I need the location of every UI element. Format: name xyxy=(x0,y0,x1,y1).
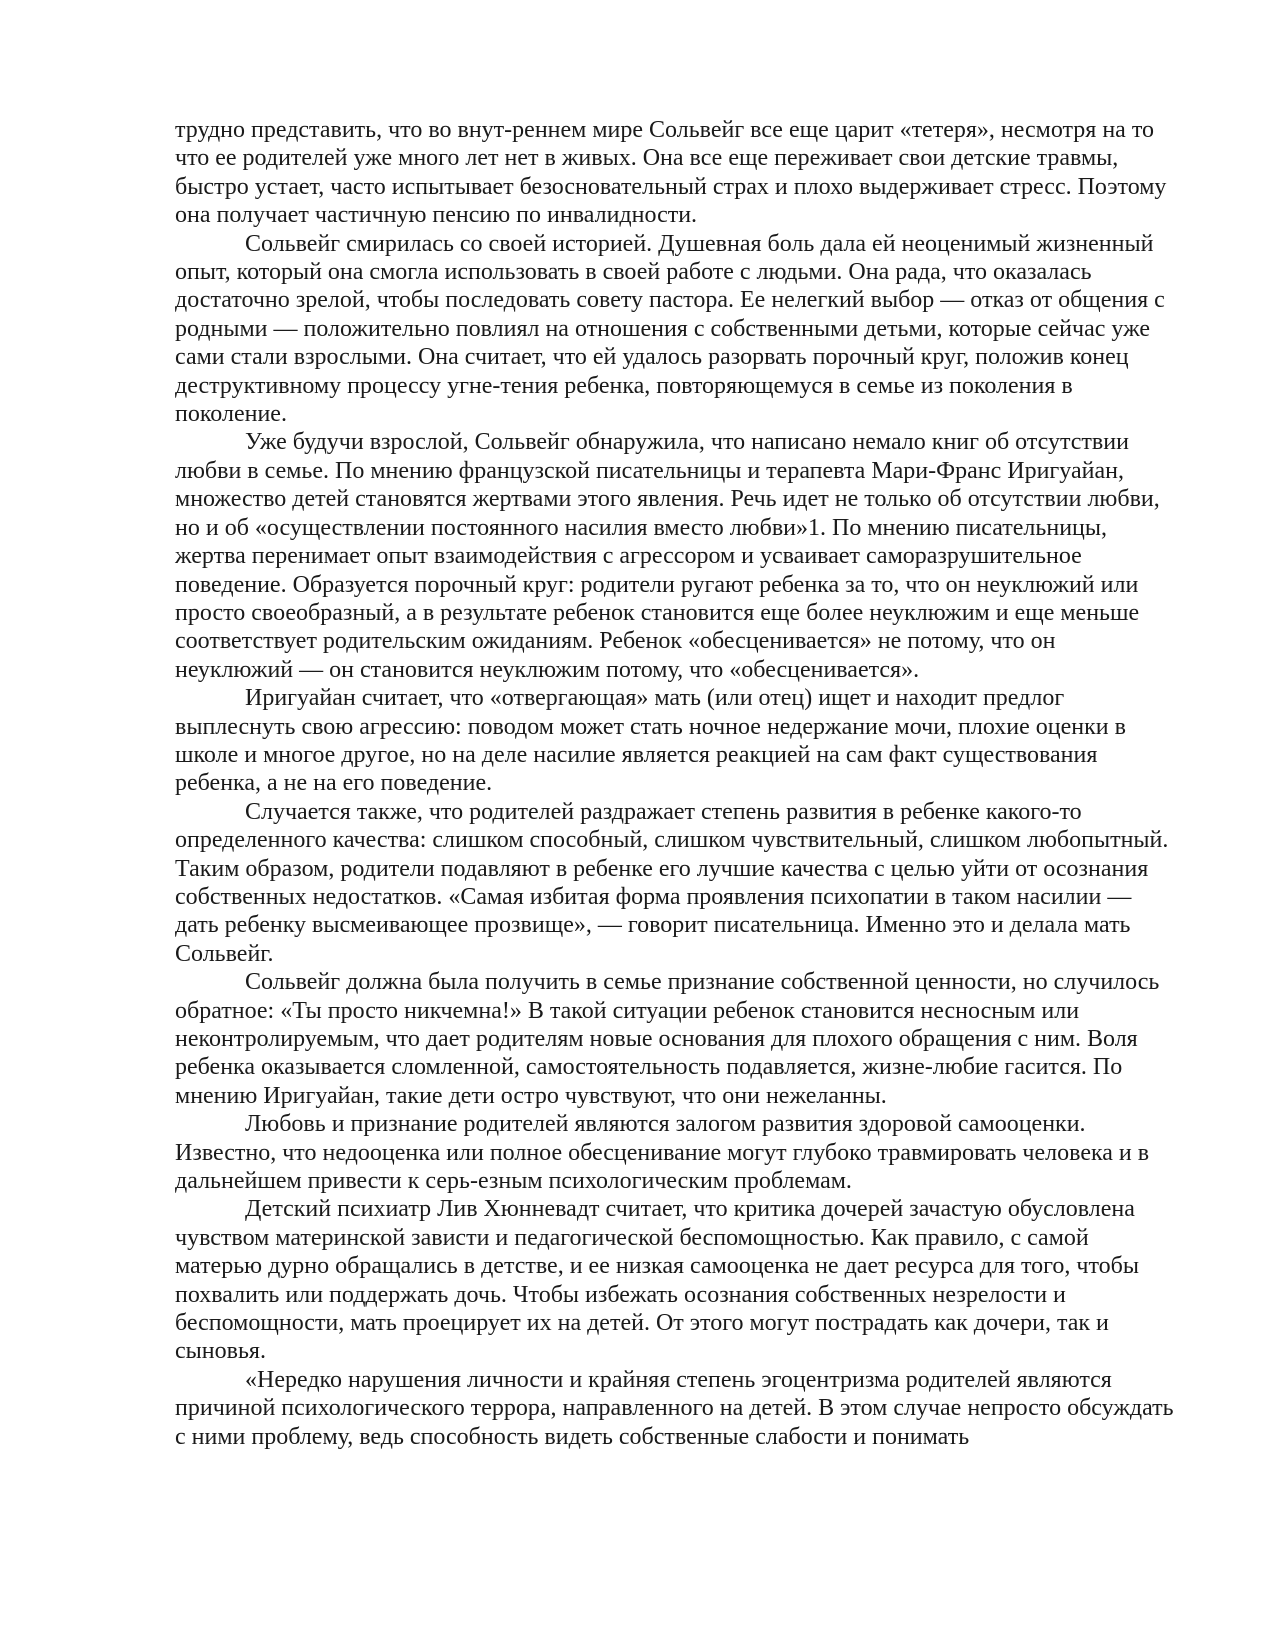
paragraph: Случается также, что родителей раздражает степень развития в ребенке какого-то определенного качества: слишком способный, слишком чувствительный, слишком любопытный. Таким образом, родители подавляют в ребенке его лучшие качества с целью уйти от осознания собственных недостатков. «Самая избитая форма проявления психопатии в таком насилии — дать ребенку высмеивающее прозвище», — говорит писательница. Именно это и делала мать Сольвейг. xyxy=(175,798,1169,967)
paragraph: Детский психиатр Лив Хюнневадт считает, что критика дочерей зачастую обусловлена чувством материнской зависти и педагогической беспомощностью. Как правило, с самой матерью дурно обращались в детстве, и ее низкая самооценка не дает ресурса для того, чтобы похвалить или поддержать дочь. Чтобы избежать осознания собственных незрелости и беспомощности, мать проецирует их на детей. От этого могут пострадать как дочери, так и сыновья. xyxy=(175,1196,1139,1365)
document-page xyxy=(175,116,1175,1451)
paragraph: Уже будучи взрослой, Сольвейг обнаружила, что написано немало книг об отсутствии любви в семье. По мнению французской писательницы и терапевта Мари-Франс Иригуайан, множество детей становятся жертвами этого явления. Речь идет не только об отсутствии любви, но и об «осуществлении постоянного насилия вместо любви»1. По мнению писательницы, жертва перенимает опыт взаимодействия с агрессором и усваивает саморазрушительное поведение. Образуется порочный круг: родители ругают ребенка за то, что он неуклюжий или просто своеобразный, а в результате ребенок становится еще более неуклюжим и еще меньше соответствует родительским ожиданиям. Ребенок «обесценивается» не потому, что он неуклюжий — он становится неуклюжим потому, что «обесценивается». xyxy=(175,429,1160,683)
paragraph: «Нередко нарушения личности и крайняя степень эгоцентризма родителей являются причиной психологического террора, направленного на детей. В этом случае непросто обсуждать с ними проблему, ведь способность видеть собственные слабости и понимать xyxy=(175,1366,1174,1450)
paragraph: трудно представить, что во внут-реннем мире Сольвейг все еще царит «тетеря», несмотря на то что ее родителей уже много лет нет в живых. Она все еще переживает свои детские травмы, быстро устает, часто испытывает безосновательный страх и плохо выдерживает стресс. Поэтому она получает частичную пенсию по инвалидности. xyxy=(175,117,1167,229)
paragraph: Сольвейг смирилась со своей историей. Душевная боль дала ей неоценимый жизненный опыт, который она смогла использовать в своей работе с людьми. Она рада, что оказалась достаточно зрелой, чтобы последовать совету пастора. Ее нелегкий выбор — отказ от общения с родными — положительно повлиял на отношения с собственными детьми, которые сейчас уже сами стали взрослыми. Она считает, что ей удалось разорвать порочный круг, положив конец деструктивному процессу угне-тения ребенка, повторяющемуся в семье из поколения в поколение. xyxy=(175,230,1165,428)
paragraph: Иригуайан считает, что «отвергающая» мать (или отец) ищет и находит предлог выплеснуть свою агрессию: поводом может стать ночное недержание мочи, плохие оценки в школе и многое другое, но на деле насилие является реакцией на сам факт существования ребенка, а не на его поведение. xyxy=(175,685,1126,797)
paragraph: Любовь и признание родителей являются залогом развития здоровой самооценки. Известно, что недооценка или полное обесценивание могут глубоко травмировать человека и в дальнейшем привести к серь-езным психологическим проблемам. xyxy=(175,1111,1150,1195)
paragraph: Сольвейг должна была получить в семье признание собственной ценности, но случилось обратное: «Ты просто никчемна!» В такой ситуации ребенок становится несносным или неконтролируемым, что дает родителям новые основания для плохого обращения с ним. Воля ребенка оказывается сломленной, самостоятельность подавляется, жизне-любие гасится. По мнению Иригуайан, такие дети остро чувствуют, что они нежеланны. xyxy=(175,969,1160,1109)
